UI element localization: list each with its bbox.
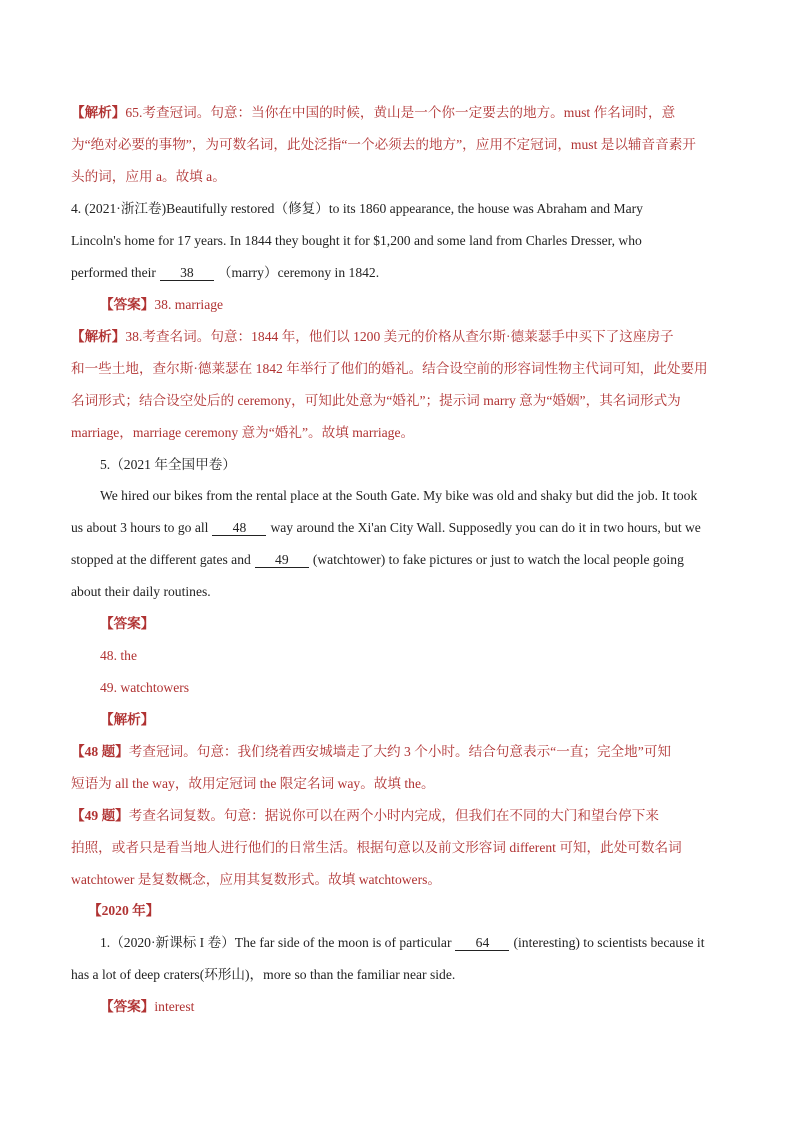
- q5-analysis-49-line1: 【49 题】考查名词复数。句意：据说你可以在两个小时内完成，但我们在不同的大门和望台停下来: [71, 808, 659, 823]
- q5-analysis-49-line2: 拍照，或者只是看当地人进行他们的日常生活。根据句意以及前文形容词 different 可知，此处可数名词: [71, 840, 682, 855]
- q2020-1-line1: 1.（2020·新课标 I 卷）The far side of the moon is of particular 64 (interesting) to scientists because it: [100, 935, 705, 950]
- analysis-49-label: 【49 题】: [71, 808, 129, 823]
- q5-line4: about their daily routines.: [71, 584, 211, 599]
- q5-analysis-49-line3: watchtower 是复数概念，应用其复数形式。故填 watchtowers。: [71, 872, 441, 887]
- q4-analysis-line4: marriage，marriage ceremony 意为“婚礼”。故填 marriage。: [71, 425, 415, 440]
- q5-line2: us about 3 hours to go all 48 way around the Xi'an City Wall. Supposedly you can do it in two hours, but we: [71, 520, 701, 535]
- analysis-65-line3: 头的词，应用 a。故填 a。: [71, 169, 226, 184]
- q5-answer-label: 【答案】: [100, 616, 155, 631]
- q2020-1-line2: has a lot of deep craters(环形山)，more so than the familiar near side.: [71, 967, 456, 982]
- blank-48: 48: [212, 520, 266, 536]
- q5-answer-49: 49. watchtowers: [100, 680, 190, 695]
- q4-analysis-line2: 和一些土地，查尔斯·德莱瑟在 1842 年举行了他们的婚礼。结合设空前的形容词性物主代词可知，此处要用: [71, 361, 708, 376]
- blank-38: 38: [160, 265, 214, 281]
- section-heading-2020: 【2020 年】: [88, 903, 160, 918]
- q4-analysis-line3: 名词形式；结合设空处后的 ceremony，可知此处意为“婚礼”；提示词 marry 意为“婚姻”，其名词形式为: [71, 393, 681, 408]
- analysis-label: 【解析】: [71, 329, 126, 344]
- analysis-48-label: 【48 题】: [71, 744, 129, 759]
- q5-heading: 5.（2021 年全国甲卷）: [100, 457, 236, 472]
- q4-line3: performed their 38 （marry）ceremony in 1842.: [71, 265, 380, 280]
- q5-analysis-label: 【解析】: [100, 712, 155, 727]
- q4-answer: 【答案】38. marriage: [100, 297, 224, 312]
- q2020-1-answer: 【答案】interest: [100, 999, 195, 1014]
- answer-label: 【答案】: [100, 297, 155, 312]
- analysis-65-line1: 【解析】65.考查冠词。句意：当你在中国的时候，黄山是一个你一定要去的地方。must 作名词时，意: [71, 105, 676, 120]
- q5-answer-48: 48. the: [100, 648, 137, 663]
- analysis-65-line2: 为“绝对必要的事物”，为可数名词，此处泛指“一个必须去的地方”，应用不定冠词，must 是以辅音音素开: [71, 137, 696, 152]
- q5-line1: We hired our bikes from the rental place at the South Gate. My bike was old and shaky but did the job. It took: [100, 488, 698, 503]
- q5-analysis-48-line2: 短语为 all the way，故用定冠词 the 限定名词 way。故填 the。: [71, 776, 435, 791]
- answer-label: 【答案】: [100, 999, 155, 1014]
- blank-49: 49: [255, 552, 309, 568]
- q5-analysis-48-line1: 【48 题】考查冠词。句意：我们绕着西安城墙走了大约 3 个小时。结合句意表示“一直；完全地”可知: [71, 744, 672, 759]
- analysis-label: 【解析】: [71, 105, 126, 120]
- q5-line3: stopped at the different gates and 49 (watchtower) to fake pictures or just to watch the local people going: [71, 552, 684, 567]
- q4-analysis-line1: 【解析】38.考查名词。句意：1844 年，他们以 1200 美元的价格从查尔斯·德莱瑟手中买下了这座房子: [71, 329, 674, 344]
- blank-64: 64: [455, 935, 509, 951]
- q4-line1: 4. (2021·浙江卷)Beautifully restored（修复）to its 1860 appearance, the house was Abraham and Mary: [71, 201, 643, 216]
- q4-line2: Lincoln's home for 17 years. In 1844 they bought it for $1,200 and some land from Charles Dresser, who: [71, 233, 642, 248]
